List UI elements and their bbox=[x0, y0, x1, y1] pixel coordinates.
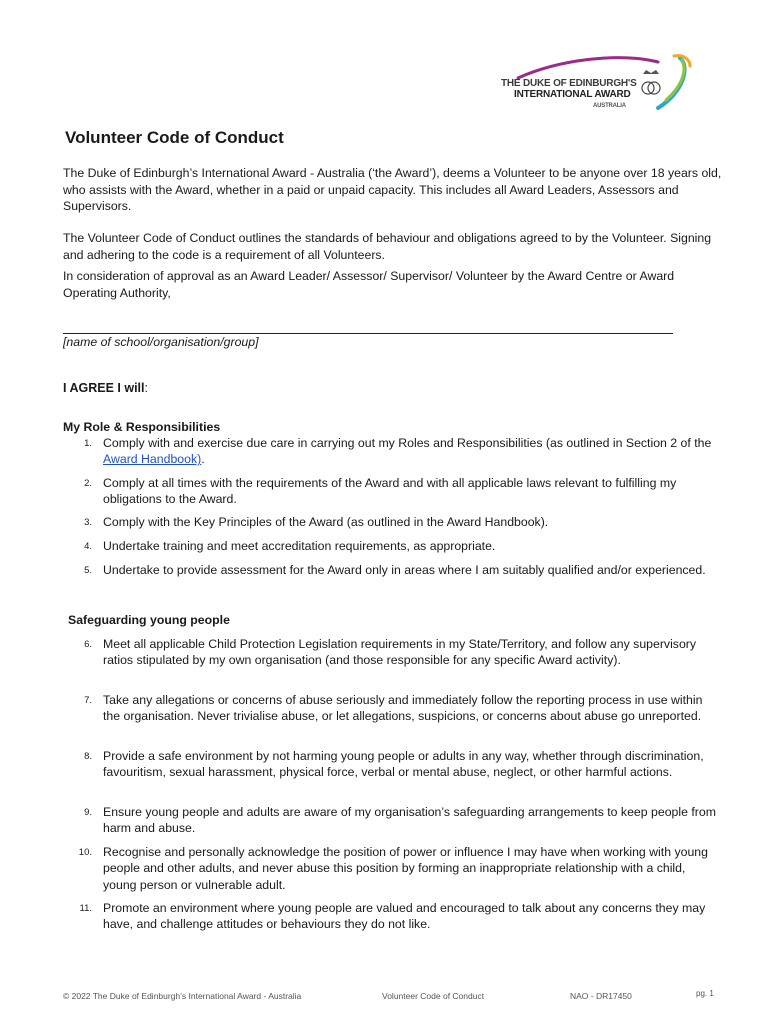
agree-heading bbox=[63, 381, 148, 395]
footer-copyright: © 2022 The Duke of Edinburgh’s International Award - Australia bbox=[63, 991, 302, 1001]
logo-line-2: INTERNATIONAL AWARD bbox=[514, 89, 631, 100]
award-logo bbox=[498, 52, 694, 114]
list-item-number: 2. bbox=[84, 478, 92, 489]
page-title: Volunteer Code of Conduct bbox=[65, 128, 284, 147]
list-item-text-post: . bbox=[201, 452, 205, 467]
footer-reference: NAO - DR17450 bbox=[570, 991, 632, 1001]
agree-label: I AGREE I will bbox=[63, 381, 145, 395]
list-item-number: 5. bbox=[84, 565, 92, 576]
list-item-number: 6. bbox=[84, 639, 92, 650]
list-item-text: Meet all applicable Child Protection Legislation requirements in my State/Territory, and follow any supervisory ratios stipulated by my own organisation (and those responsible for any specific Award activity). bbox=[103, 637, 697, 668]
list-item-number: 4. bbox=[84, 541, 92, 552]
list-item-text: Comply with the Key Principles of the Award (as outlined in the Award Handbook). bbox=[103, 515, 549, 529]
list-item-text: Comply at all times with the requirements of the Award and with all applicable laws relevant to fulfilling my obligations to the Award. bbox=[103, 476, 677, 507]
logo-line-3: AUSTRALIA bbox=[593, 103, 626, 109]
list-item-text: Undertake to provide assessment for the Award only in areas where I am suitably qualified and/or experienced. bbox=[103, 563, 706, 577]
list-item-number: 3. bbox=[84, 517, 92, 528]
footer-document-name: Volunteer Code of Conduct bbox=[382, 991, 485, 1001]
intro-paragraph: The Duke of Edinburgh’s International Award - Australia (‘the Award’), deems a Volunteer to be anyone over 18 years old, who assists with the Award, whether in a paid or unpaid capacity. This includes all Award Leaders, Assessors and Supervisors. bbox=[63, 166, 722, 213]
list-item-text: Promote an environment where young people are valued and encouraged to talk about any concerns they may have, and challenge attitudes or behaviours they do not like. bbox=[103, 901, 706, 932]
list-item-text-pre: Comply with and exercise due care in carrying out my Roles and Responsibilities (as outlined in Section 2 of the bbox=[103, 436, 712, 450]
section-heading-role: My Role & Responsibilities bbox=[63, 420, 221, 434]
list-item-number: 11. bbox=[79, 903, 92, 914]
section-heading-safeguarding: Safeguarding young people bbox=[68, 613, 230, 627]
list-item-number: 8. bbox=[84, 751, 92, 762]
consideration-paragraph: In consideration of approval as an Award Leader/ Assessor/ Supervisor/ Volunteer by the Award Centre or Award Operating Authority, bbox=[63, 269, 675, 300]
signature-hint: [name of school/organisation/group] bbox=[63, 335, 259, 349]
list-item-number: 1. bbox=[84, 438, 92, 449]
list-item-text: Take any allegations or concerns of abuse seriously and immediately follow the reporting process in use within the organisation. Never trivialise abuse, or let allegations, suspicions, or concerns about abuse go unreported. bbox=[103, 693, 703, 724]
logo-line-1: THE DUKE OF EDINBURGH'S bbox=[501, 78, 637, 89]
list-item-text: Provide a safe environment by not harming young people or adults in any way, whether through discrimination, favouritism, sexual harassment, physical force, verbal or mental abuse, neglect, or other harmful actions. bbox=[103, 749, 704, 780]
list-item-text: Undertake training and meet accreditation requirements, as appropriate. bbox=[103, 539, 496, 553]
standards-paragraph: The Volunteer Code of Conduct outlines the standards of behaviour and obligations agreed to by the Volunteer. Signing and adhering to the code is a requirement of all Volunteers. bbox=[63, 231, 712, 262]
list-item-number: 9. bbox=[84, 807, 92, 818]
list-item-text bbox=[103, 435, 718, 468]
list-item-text: Ensure young people and adults are aware of my organisation’s safeguarding arrangements to keep people from harm and abuse. bbox=[103, 805, 716, 836]
list-item-number: 10. bbox=[78, 847, 92, 858]
footer-page-number: pg. 1 bbox=[696, 989, 714, 998]
award-handbook-link[interactable]: Award Handbook) bbox=[103, 452, 202, 467]
signature-line[interactable] bbox=[63, 333, 673, 334]
list-item-text: Recognise and personally acknowledge the position of power or influence I may have when working with young people and other adults, and never abuse this position by forming an inappropriate relationship with a child, young person or vulnerable adult. bbox=[103, 845, 708, 892]
agree-colon: : bbox=[144, 381, 148, 395]
list-item-number: 7. bbox=[84, 695, 92, 706]
